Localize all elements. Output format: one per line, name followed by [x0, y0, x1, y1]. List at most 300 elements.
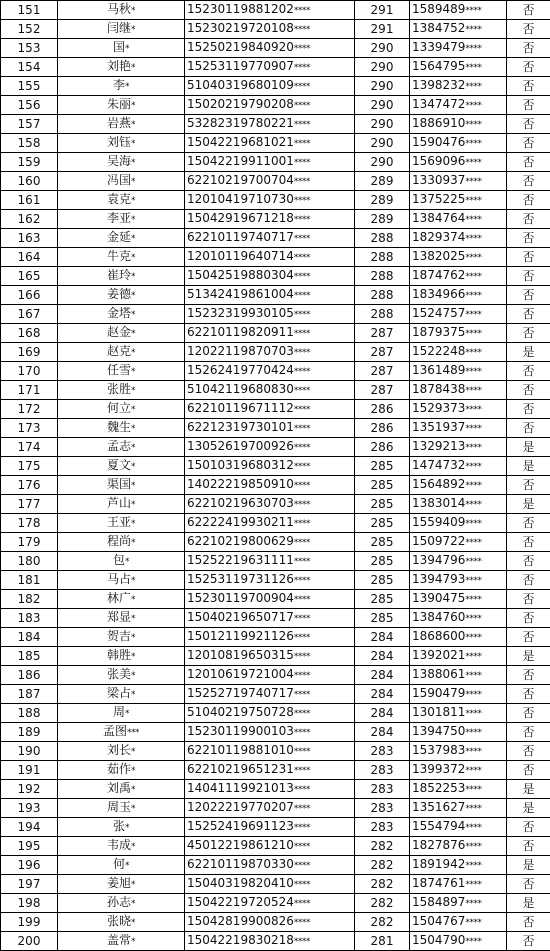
table-row: [1, 134, 550, 153]
table-row: [1, 343, 550, 362]
phone-number-cell: 1399372****: [410, 761, 507, 780]
score-cell: 285: [355, 552, 410, 571]
flag-cell: 否: [507, 362, 550, 381]
phone-number-cell: 1504790****: [410, 932, 507, 951]
score-cell: 284: [355, 704, 410, 723]
row-number-cell: 178: [1, 514, 58, 533]
id-number-cell: 15252419691123****: [185, 818, 355, 837]
person-name-cell: 金塔*: [58, 305, 185, 324]
row-number-cell: 151: [1, 1, 58, 20]
row-number-cell: 165: [1, 267, 58, 286]
id-number-cell: 62222419930211****: [185, 514, 355, 533]
id-number-cell: 53282319780221****: [185, 115, 355, 134]
phone-number-cell: 1827876****: [410, 837, 507, 856]
phone-number-cell: 1384752****: [410, 20, 507, 39]
score-cell: 282: [355, 913, 410, 932]
person-name-cell: 芦山*: [58, 495, 185, 514]
table-row: [1, 58, 550, 77]
flag-cell: 否: [507, 514, 550, 533]
phone-number-cell: 1522248****: [410, 343, 507, 362]
id-number-cell: 51040319680109****: [185, 77, 355, 96]
row-number-cell: 166: [1, 286, 58, 305]
flag-cell: 否: [507, 39, 550, 58]
row-number-cell: 160: [1, 172, 58, 191]
flag-cell: 否: [507, 229, 550, 248]
score-cell: 291: [355, 1, 410, 20]
id-number-cell: 15012119921126****: [185, 628, 355, 647]
id-number-cell: 14022219850910****: [185, 476, 355, 495]
id-number-cell: 15230119900103****: [185, 723, 355, 742]
person-name-cell: 张美*: [58, 666, 185, 685]
person-name-cell: 孟志*: [58, 438, 185, 457]
id-number-cell: 51042119680830****: [185, 381, 355, 400]
score-cell: 291: [355, 20, 410, 39]
row-number-cell: 179: [1, 533, 58, 552]
phone-number-cell: 1554794****: [410, 818, 507, 837]
table-row: [1, 267, 550, 286]
id-number-cell: 62210219651231****: [185, 761, 355, 780]
table-row: [1, 476, 550, 495]
row-number-cell: 180: [1, 552, 58, 571]
row-number-cell: 156: [1, 96, 58, 115]
phone-number-cell: 1529373****: [410, 400, 507, 419]
id-number-cell: 15040319820410****: [185, 875, 355, 894]
table-row: [1, 115, 550, 134]
flag-cell: 否: [507, 96, 550, 115]
flag-cell: 否: [507, 742, 550, 761]
table-row: [1, 400, 550, 419]
row-number-cell: 173: [1, 419, 58, 438]
flag-cell: 否: [507, 628, 550, 647]
row-number-cell: 186: [1, 666, 58, 685]
flag-cell: 否: [507, 305, 550, 324]
phone-number-cell: 1330937****: [410, 172, 507, 191]
table-row: [1, 742, 550, 761]
table-row: [1, 685, 550, 704]
id-number-cell: 15042819900826****: [185, 913, 355, 932]
score-cell: 285: [355, 495, 410, 514]
flag-cell: 是: [507, 495, 550, 514]
id-number-cell: 15230119881202****: [185, 1, 355, 20]
person-name-cell: 郑显*: [58, 609, 185, 628]
phone-number-cell: 1879375****: [410, 324, 507, 343]
score-cell: 283: [355, 761, 410, 780]
score-cell: 286: [355, 419, 410, 438]
flag-cell: 否: [507, 191, 550, 210]
person-name-cell: 王亚*: [58, 514, 185, 533]
phone-number-cell: 1886910****: [410, 115, 507, 134]
table-row: [1, 210, 550, 229]
phone-number-cell: 1394796****: [410, 552, 507, 571]
flag-cell: 否: [507, 20, 550, 39]
phone-number-cell: 1509722****: [410, 533, 507, 552]
row-number-cell: 185: [1, 647, 58, 666]
row-number-cell: 192: [1, 780, 58, 799]
score-cell: 290: [355, 134, 410, 153]
id-number-cell: 15230119700904****: [185, 590, 355, 609]
phone-number-cell: 1834966****: [410, 286, 507, 305]
row-number-cell: 170: [1, 362, 58, 381]
person-name-cell: 孟图***: [58, 723, 185, 742]
row-number-cell: 195: [1, 837, 58, 856]
person-name-cell: 袁克*: [58, 191, 185, 210]
phone-number-cell: 1384764****: [410, 210, 507, 229]
phone-number-cell: 1394793****: [410, 571, 507, 590]
table-row: [1, 191, 550, 210]
id-number-cell: 15042219681021****: [185, 134, 355, 153]
phone-number-cell: 1590476****: [410, 134, 507, 153]
flag-cell: 否: [507, 267, 550, 286]
score-cell: 283: [355, 818, 410, 837]
id-number-cell: 15253119731126****: [185, 571, 355, 590]
id-number-cell: 51342419861004****: [185, 286, 355, 305]
flag-cell: 是: [507, 457, 550, 476]
table-row: [1, 704, 550, 723]
person-name-cell: 赵金*: [58, 324, 185, 343]
table-row: [1, 571, 550, 590]
id-number-cell: 62210219800629****: [185, 533, 355, 552]
flag-cell: 否: [507, 400, 550, 419]
flag-cell: 否: [507, 248, 550, 267]
table-row: [1, 419, 550, 438]
person-name-cell: 茹作*: [58, 761, 185, 780]
flag-cell: 否: [507, 932, 550, 951]
table-row: [1, 248, 550, 267]
person-name-cell: 姜德*: [58, 286, 185, 305]
row-number-cell: 189: [1, 723, 58, 742]
id-number-cell: 45012219861210****: [185, 837, 355, 856]
score-cell: 287: [355, 381, 410, 400]
score-cell: 287: [355, 362, 410, 381]
person-name-cell: 梁占*: [58, 685, 185, 704]
id-number-cell: 62210119870330****: [185, 856, 355, 875]
person-name-cell: 林广*: [58, 590, 185, 609]
person-name-cell: 夏文*: [58, 457, 185, 476]
flag-cell: 是: [507, 647, 550, 666]
id-number-cell: 15250219840920****: [185, 39, 355, 58]
table-row: [1, 457, 550, 476]
person-name-cell: 周玉*: [58, 799, 185, 818]
id-number-cell: 15230219720108****: [185, 20, 355, 39]
score-cell: 282: [355, 875, 410, 894]
id-number-cell: 62210219700704****: [185, 172, 355, 191]
person-name-cell: 闫继*: [58, 20, 185, 39]
id-number-cell: 15042919671218****: [185, 210, 355, 229]
id-number-cell: 14041119921013****: [185, 780, 355, 799]
phone-number-cell: 1564795****: [410, 58, 507, 77]
flag-cell: 否: [507, 210, 550, 229]
person-name-cell: 程尚*: [58, 533, 185, 552]
flag-cell: 否: [507, 571, 550, 590]
table-row: [1, 837, 550, 856]
score-cell: 284: [355, 685, 410, 704]
row-number-cell: 200: [1, 932, 58, 951]
score-cell: 288: [355, 305, 410, 324]
id-number-cell: 15042519880304****: [185, 267, 355, 286]
row-number-cell: 196: [1, 856, 58, 875]
table-row: [1, 324, 550, 343]
table-row: [1, 723, 550, 742]
person-name-cell: 朱丽*: [58, 96, 185, 115]
phone-number-cell: 1390475****: [410, 590, 507, 609]
flag-cell: 否: [507, 666, 550, 685]
person-name-cell: 张胜*: [58, 381, 185, 400]
phone-number-cell: 1351627****: [410, 799, 507, 818]
score-cell: 282: [355, 894, 410, 913]
phone-number-cell: 1474732****: [410, 457, 507, 476]
table-row: [1, 96, 550, 115]
table-row: [1, 1, 550, 20]
table-row: [1, 533, 550, 552]
score-cell: 288: [355, 229, 410, 248]
table-row: [1, 780, 550, 799]
flag-cell: 是: [507, 343, 550, 362]
person-name-cell: 韦成*: [58, 837, 185, 856]
table-body: [1, 1, 550, 951]
phone-number-cell: 1383014****: [410, 495, 507, 514]
row-number-cell: 191: [1, 761, 58, 780]
table-row: [1, 818, 550, 837]
flag-cell: 否: [507, 609, 550, 628]
table-row: [1, 39, 550, 58]
score-cell: 289: [355, 210, 410, 229]
phone-number-cell: 1504767****: [410, 913, 507, 932]
person-name-cell: 盖常*: [58, 932, 185, 951]
flag-cell: 否: [507, 590, 550, 609]
score-cell: 285: [355, 476, 410, 495]
table-row: [1, 799, 550, 818]
table-row: [1, 609, 550, 628]
phone-number-cell: 1329213****: [410, 438, 507, 457]
flag-cell: 否: [507, 837, 550, 856]
phone-number-cell: 1584897****: [410, 894, 507, 913]
phone-number-cell: 1589489****: [410, 1, 507, 20]
table-row: [1, 913, 550, 932]
person-name-cell: 姜旭*: [58, 875, 185, 894]
person-name-cell: 国*: [58, 39, 185, 58]
table-row: [1, 495, 550, 514]
id-number-cell: 62210119671112****: [185, 400, 355, 419]
phone-number-cell: 1301811****: [410, 704, 507, 723]
score-cell: 290: [355, 153, 410, 172]
id-number-cell: 12010119640714****: [185, 248, 355, 267]
flag-cell: 否: [507, 1, 550, 20]
flag-cell: 否: [507, 58, 550, 77]
row-number-cell: 157: [1, 115, 58, 134]
table-row: [1, 229, 550, 248]
score-cell: 285: [355, 514, 410, 533]
row-number-cell: 175: [1, 457, 58, 476]
person-name-cell: 李*: [58, 77, 185, 96]
score-cell: 281: [355, 932, 410, 951]
flag-cell: 否: [507, 419, 550, 438]
phone-number-cell: 1829374****: [410, 229, 507, 248]
phone-number-cell: 1384760****: [410, 609, 507, 628]
row-number-cell: 164: [1, 248, 58, 267]
row-number-cell: 190: [1, 742, 58, 761]
row-number-cell: 171: [1, 381, 58, 400]
score-cell: 290: [355, 39, 410, 58]
score-cell: 286: [355, 438, 410, 457]
id-number-cell: 15040219650717****: [185, 609, 355, 628]
row-number-cell: 162: [1, 210, 58, 229]
score-cell: 284: [355, 647, 410, 666]
person-name-cell: 周*: [58, 704, 185, 723]
id-number-cell: 15042219720524****: [185, 894, 355, 913]
id-number-cell: 15232319930105****: [185, 305, 355, 324]
score-cell: 283: [355, 780, 410, 799]
flag-cell: 否: [507, 286, 550, 305]
person-name-cell: 刘长*: [58, 742, 185, 761]
table-row: [1, 761, 550, 780]
flag-cell: 否: [507, 134, 550, 153]
person-name-cell: 贺吉*: [58, 628, 185, 647]
row-number-cell: 187: [1, 685, 58, 704]
score-cell: 283: [355, 742, 410, 761]
phone-number-cell: 1392021****: [410, 647, 507, 666]
phone-number-cell: 1524757****: [410, 305, 507, 324]
id-number-cell: 12010819650315****: [185, 647, 355, 666]
row-number-cell: 176: [1, 476, 58, 495]
table-row: [1, 514, 550, 533]
table-row: [1, 438, 550, 457]
phone-number-cell: 1347472****: [410, 96, 507, 115]
table-row: [1, 305, 550, 324]
flag-cell: 否: [507, 723, 550, 742]
table-row: [1, 628, 550, 647]
score-cell: 283: [355, 799, 410, 818]
person-name-cell: 张*: [58, 818, 185, 837]
person-name-cell: 包*: [58, 552, 185, 571]
phone-number-cell: 1339479****: [410, 39, 507, 58]
id-number-cell: 12022119870703****: [185, 343, 355, 362]
table-row: [1, 20, 550, 39]
person-name-cell: 刘钰*: [58, 134, 185, 153]
table-row: [1, 647, 550, 666]
score-cell: 288: [355, 248, 410, 267]
flag-cell: 否: [507, 324, 550, 343]
phone-number-cell: 1382025****: [410, 248, 507, 267]
row-number-cell: 172: [1, 400, 58, 419]
id-number-cell: 15252219631111****: [185, 552, 355, 571]
row-number-cell: 152: [1, 20, 58, 39]
phone-number-cell: 1351937****: [410, 419, 507, 438]
flag-cell: 否: [507, 875, 550, 894]
person-name-cell: 任雪*: [58, 362, 185, 381]
row-number-cell: 194: [1, 818, 58, 837]
id-number-cell: 15042219911001****: [185, 153, 355, 172]
flag-cell: 否: [507, 552, 550, 571]
phone-number-cell: 1398232****: [410, 77, 507, 96]
score-cell: 290: [355, 96, 410, 115]
flag-cell: 否: [507, 153, 550, 172]
phone-number-cell: 1559409****: [410, 514, 507, 533]
flag-cell: 否: [507, 704, 550, 723]
person-name-cell: 马秋*: [58, 1, 185, 20]
phone-number-cell: 1852253****: [410, 780, 507, 799]
id-number-cell: 15020219790208****: [185, 96, 355, 115]
row-number-cell: 198: [1, 894, 58, 913]
row-number-cell: 197: [1, 875, 58, 894]
flag-cell: 是: [507, 856, 550, 875]
id-number-cell: 12010619721004****: [185, 666, 355, 685]
person-name-cell: 刘禹*: [58, 780, 185, 799]
person-name-cell: 赵克*: [58, 343, 185, 362]
table-row: [1, 286, 550, 305]
id-number-cell: 51040219750728****: [185, 704, 355, 723]
phone-number-cell: 1891942****: [410, 856, 507, 875]
row-number-cell: 163: [1, 229, 58, 248]
score-cell: 285: [355, 571, 410, 590]
flag-cell: 是: [507, 894, 550, 913]
score-cell: 287: [355, 343, 410, 362]
phone-number-cell: 1564892****: [410, 476, 507, 495]
row-number-cell: 154: [1, 58, 58, 77]
person-name-cell: 金延*: [58, 229, 185, 248]
score-cell: 285: [355, 457, 410, 476]
person-name-cell: 刘艳*: [58, 58, 185, 77]
row-number-cell: 199: [1, 913, 58, 932]
table-row: [1, 381, 550, 400]
row-number-cell: 174: [1, 438, 58, 457]
row-number-cell: 188: [1, 704, 58, 723]
phone-number-cell: 1868600****: [410, 628, 507, 647]
row-number-cell: 184: [1, 628, 58, 647]
phone-number-cell: 1874761****: [410, 875, 507, 894]
flag-cell: 否: [507, 761, 550, 780]
score-cell: 282: [355, 837, 410, 856]
score-cell: 284: [355, 666, 410, 685]
phone-number-cell: 1874762****: [410, 267, 507, 286]
score-cell: 285: [355, 609, 410, 628]
score-cell: 286: [355, 400, 410, 419]
table-row: [1, 590, 550, 609]
flag-cell: 否: [507, 533, 550, 552]
flag-cell: 否: [507, 818, 550, 837]
phone-number-cell: 1537983****: [410, 742, 507, 761]
table-row: [1, 856, 550, 875]
person-name-cell: 渠国*: [58, 476, 185, 495]
flag-cell: 否: [507, 685, 550, 704]
id-number-cell: 15042219830218****: [185, 932, 355, 951]
id-number-cell: 62210119881010****: [185, 742, 355, 761]
person-name-cell: 韩胜*: [58, 647, 185, 666]
row-number-cell: 153: [1, 39, 58, 58]
score-cell: 284: [355, 723, 410, 742]
table-row: [1, 932, 550, 951]
table-row: [1, 666, 550, 685]
person-name-cell: 魏生*: [58, 419, 185, 438]
score-cell: 290: [355, 115, 410, 134]
id-number-cell: 62210119740717****: [185, 229, 355, 248]
row-number-cell: 193: [1, 799, 58, 818]
score-cell: 289: [355, 172, 410, 191]
row-number-cell: 159: [1, 153, 58, 172]
table-row: [1, 172, 550, 191]
table-row: [1, 894, 550, 913]
table-row: [1, 77, 550, 96]
person-name-cell: 张晓*: [58, 913, 185, 932]
person-name-cell: 崔玲*: [58, 267, 185, 286]
row-number-cell: 161: [1, 191, 58, 210]
score-cell: 289: [355, 191, 410, 210]
score-cell: 288: [355, 267, 410, 286]
person-name-cell: 冯国*: [58, 172, 185, 191]
table-row: [1, 153, 550, 172]
row-number-cell: 155: [1, 77, 58, 96]
id-number-cell: 15262419770424****: [185, 362, 355, 381]
row-number-cell: 177: [1, 495, 58, 514]
